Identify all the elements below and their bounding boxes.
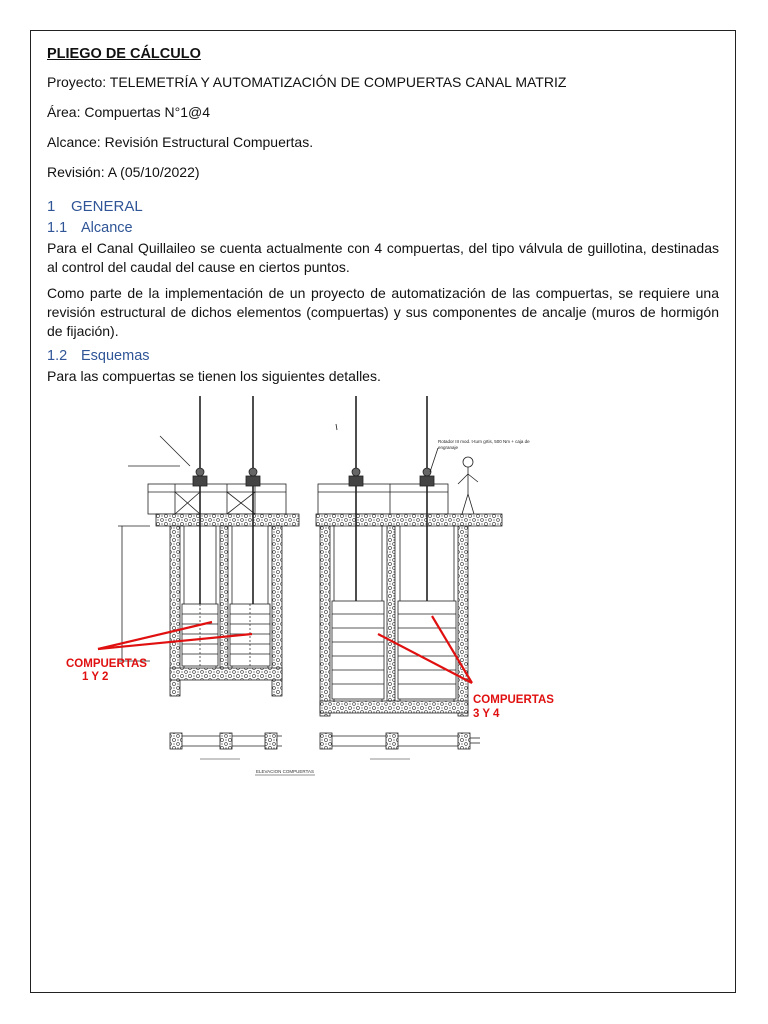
section-heading-general [47, 198, 719, 216]
subsection-heading-alcance [47, 220, 719, 237]
document-title: PLIEGO DE CÁLCULO [47, 46, 201, 62]
project-line: Proyecto: TELEMETRÍA Y AUTOMATIZACIÓN DE COMPUERTAS CANAL MATRIZ [47, 74, 567, 90]
engineering-drawing [60, 386, 554, 796]
subsection-heading-esquemas [47, 348, 719, 365]
paragraph: Para las compuertas se tienen los siguientes detalles. [47, 368, 381, 384]
subsection-title: Alcance [81, 220, 133, 236]
subsection-number: 1.2 [47, 348, 68, 364]
gate-elevation-drawing [60, 386, 554, 796]
area-line: Área: Compuertas N°1@4 [47, 104, 210, 120]
subsection-number: 1.1 [47, 220, 68, 236]
paragraph: Para el Canal Quillaileo se cuenta actualmente con 4 compuertas, del tipo válvula de guillotina, destinadas al control del caudal del cause en ciertos puntos. [47, 240, 719, 275]
document-body [47, 46, 719, 393]
plan-views [170, 733, 480, 775]
figure-caption: ELEVACION COMPUERTAS [256, 769, 315, 774]
scope-line: Alcance: Revisión Estructural Compuertas. [47, 134, 314, 150]
label-compuertas-3-4: COMPUERTAS [473, 694, 554, 706]
paragraph: Como parte de la implementación de un proyecto de automatización de las compuertas, se requiere una revisión estructural de dichos elementos (compuertas) y sus componentes de ancalje (muros de hormigón de fijación). [47, 285, 719, 339]
label-compuertas-1-2: COMPUERTAS [66, 658, 147, 670]
subsection-title: Esquemas [81, 348, 150, 364]
right-elevation [316, 396, 502, 716]
section-title: GENERAL [71, 198, 143, 215]
label-compuertas-3-4: 3 Y 4 [473, 708, 500, 720]
label-compuertas-1-2: 1 Y 2 [82, 671, 109, 683]
section-number: 1 [47, 198, 56, 215]
left-elevation [118, 396, 299, 696]
actuator-annotation: Rotador III mod. t-turn grtis, 500 Nm + caja de [438, 439, 530, 444]
actuator-annotation: engranaje [438, 445, 459, 450]
revision-line: Revisión: A (05/10/2022) [47, 164, 200, 180]
